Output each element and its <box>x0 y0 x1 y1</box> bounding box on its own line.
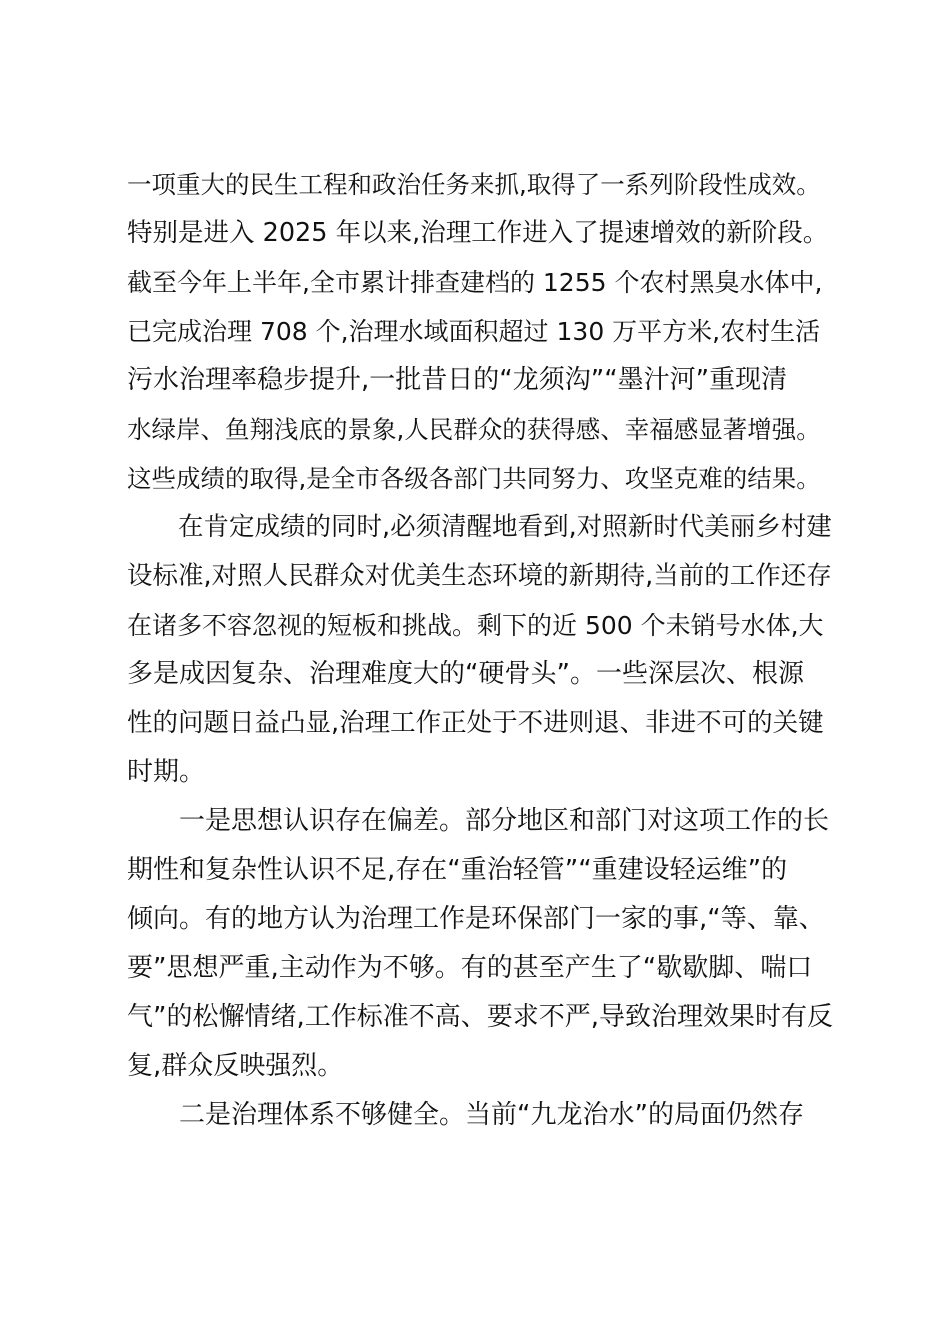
text-line: 多是成因复杂、治理难度大的“硬骨头”。一些深层次、根源 <box>127 659 804 689</box>
text-line: 复,群众反映强烈。 <box>127 1051 344 1081</box>
text-line: 时期。 <box>127 757 206 787</box>
text-line: 在肯定成绩的同时,必须清醒地看到,对照新时代美丽乡村建 <box>127 512 832 542</box>
text-line: 期性和复杂性认识不足,存在“重治轻管”“重建设轻运维”的 <box>127 855 788 885</box>
text-line: 性的问题日益凸显,治理工作正处于不进则退、非进不可的关键 <box>127 708 824 738</box>
text-line: 要”思想严重,主动作为不够。有的甚至产生了“歇歇脚、喘口 <box>127 953 813 983</box>
text-line: 已完成治理 708 个,治理水域面积超过 130 万平方米,农村生活 <box>127 317 821 346</box>
text-line: 倾向。有的地方认为治理工作是环保部门一家的事,“等、靠、 <box>127 904 825 934</box>
text-line: 二是治理体系不够健全。当前“九龙治水”的局面仍然存 <box>127 1100 804 1130</box>
text-line: 截至今年上半年,全市累计排查建档的 1255 个农村黑臭水体中, <box>127 268 823 297</box>
text-line: 一是思想认识存在偏差。部分地区和部门对这项工作的长 <box>127 806 830 836</box>
paragraph-point-one <box>127 797 833 1091</box>
text-line: 在诸多不容忽视的短板和挑战。剩下的近 500 个未销号水体,大 <box>127 611 824 640</box>
text-line: 水绿岸、鱼翔浅底的景象,人民群众的获得感、幸福感显著增强。 <box>127 415 821 444</box>
text-line: 污水治理率稳步提升,一批昔日的“龙须沟”“墨汁河”重现清 <box>127 365 788 395</box>
document-page <box>127 160 833 1140</box>
paragraph-achievements <box>127 160 833 503</box>
text-line: 设标准,对照人民群众对优美生态环境的新期待,当前的工作还存 <box>127 561 832 591</box>
text-line: 气”的松懈情绪,工作标准不高、要求不严,导致治理效果时有反 <box>127 1002 833 1032</box>
paragraph-challenges <box>127 503 833 797</box>
paragraph-point-two <box>127 1091 833 1140</box>
text-line: 特别是进入 2025 年以来,治理工作进入了提速增效的新阶段。 <box>127 218 829 248</box>
text-line: 这些成绩的取得,是全市各级各部门共同努力、攻坚克难的结果。 <box>127 464 821 493</box>
text-line: 一项重大的民生工程和政治任务来抓,取得了一系列阶段性成效。 <box>127 170 821 199</box>
